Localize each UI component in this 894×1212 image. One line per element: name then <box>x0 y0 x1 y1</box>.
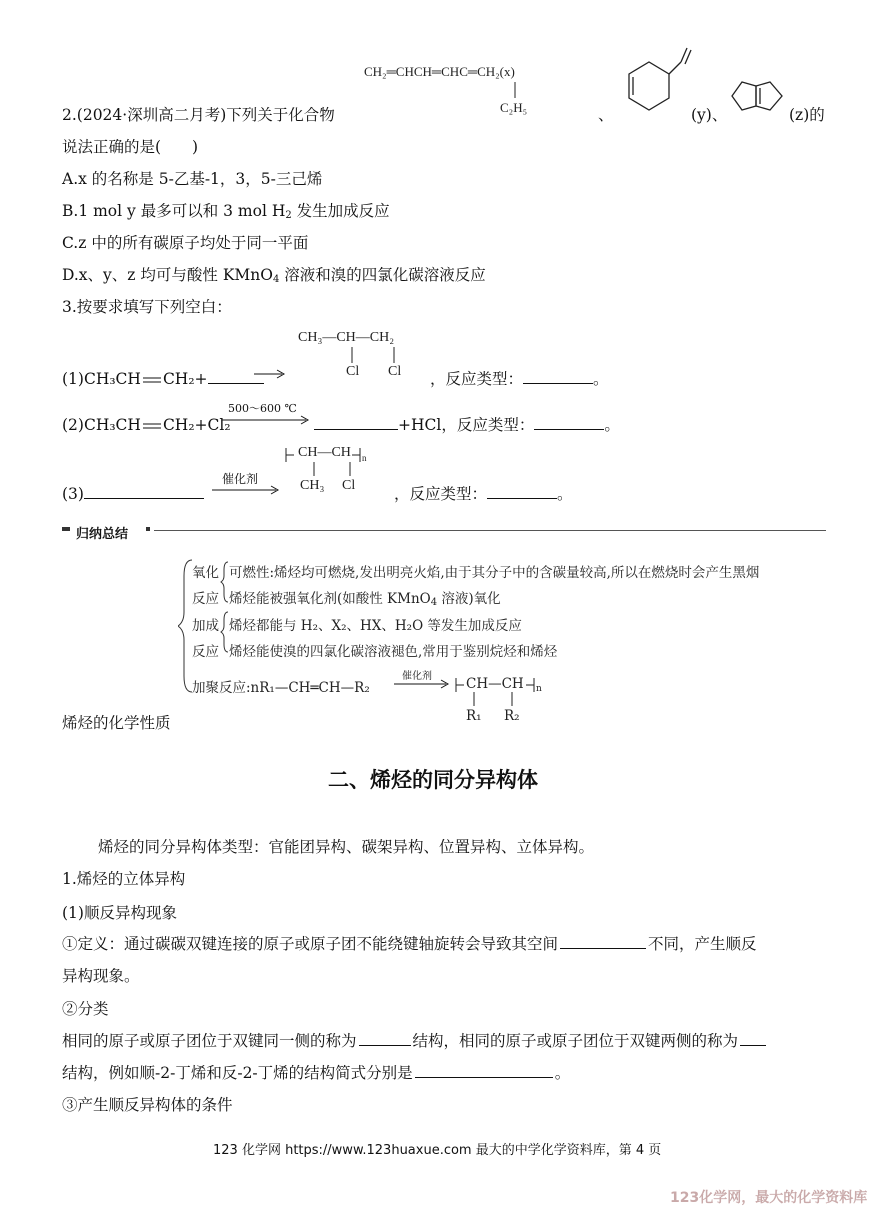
reaction-1-arrow <box>254 368 286 380</box>
q2-stem: 2.(2024·深圳高二月考)下列关于化合物 <box>62 106 335 124</box>
summary-marker <box>62 527 70 531</box>
summary-polymer-chain: CH—CH <box>466 676 524 692</box>
summary-line-5: 加聚反应:nR₁—CH═CH—R₂ <box>192 680 370 696</box>
option-a: A.x 的名称是 5-乙基-1，3，5-三己烯 <box>62 170 323 188</box>
reaction-3: (3) <box>62 484 204 504</box>
reaction-3-type: ，反应类型： 。 <box>394 485 573 503</box>
q2-separator: 、 <box>598 106 614 124</box>
r3-product-chain: CH—CH <box>298 445 351 460</box>
reaction-2: (2)CH₃CH CH₂+Cl₂ <box>62 416 231 434</box>
para-2: (1)顺反异构现象 <box>62 904 177 922</box>
label-z: (z)的 <box>789 106 825 124</box>
answer-blank[interactable] <box>415 1063 553 1078</box>
para-6: 结构，例如顺-2-丁烯和反-2-丁烯的结构简式分别是 。 <box>62 1064 571 1082</box>
option-d: D.x、y、z 均可与酸性 KMnO$_4$ 溶液和溴的四氯化碳溶液反应 <box>62 266 486 285</box>
watermark: 123化学网，最大的化学资料库 <box>670 1190 868 1206</box>
q3-stem: 3.按要求填写下列空白： <box>62 298 232 316</box>
summary-cat-oxidation-1: 氧化 <box>192 565 219 581</box>
answer-blank[interactable] <box>84 484 204 499</box>
answer-blank[interactable] <box>560 934 646 949</box>
para-3-cont: 异构现象。 <box>62 967 140 985</box>
reaction-2-arrow <box>222 414 310 426</box>
reaction-2-condition: 500～600 ℃ <box>228 402 297 415</box>
para-4: ②分类 <box>62 1000 109 1018</box>
answer-blank[interactable] <box>359 1031 411 1046</box>
summary-title: 归纳总结 <box>76 527 129 542</box>
answer-blank[interactable] <box>487 484 557 499</box>
summary-dot <box>146 527 150 531</box>
summary-polymer-r2: R₂ <box>504 708 520 724</box>
molecule-z <box>726 72 794 122</box>
summary-cat-addition-2: 反应 <box>192 644 219 660</box>
r1-product-chain: CH₃—CH—CH₂ <box>298 330 395 345</box>
reaction-3-condition: 催化剂 <box>222 472 259 486</box>
para-7: ③产生顺反异构体的条件 <box>62 1096 233 1114</box>
structure-x: CH₂═CHCH═CHC═CH₂(x) <box>364 64 515 79</box>
structure-x-branch-bond <box>505 82 525 102</box>
reaction-2-right: +HCl，反应类型： 。 <box>314 415 620 435</box>
page-footer: 123 化学网 https://www.123huaxue.com 最大的中学化学资料库，第 4 页 <box>213 1143 662 1158</box>
answer-blank[interactable] <box>534 415 604 430</box>
summary-line-2: 烯烃能被强氧化剂(如酸性 KMnO$_4$ 溶液)氧化 <box>229 591 501 608</box>
summary-label: 烯烃的化学性质 <box>62 714 171 732</box>
summary-polymer-n: n <box>536 684 542 694</box>
summary-rule <box>154 530 826 531</box>
para-5: 相同的原子或原子团位于双键同一侧的称为 结构，相同的原子或原子团位于双键两侧的称为 <box>62 1031 766 1051</box>
section-heading: 二、烯烃的同分异构体 <box>328 768 538 792</box>
answer-blank[interactable] <box>314 415 398 430</box>
r1-product-cl1: Cl <box>346 364 360 379</box>
r3-product-cl: Cl <box>342 478 356 493</box>
option-b: B.1 mol y 最多可以和 3 mol $H_2$ 发生加成反应 <box>62 202 390 221</box>
para-3: ①定义：通过碳碳双键连接的原子或原子团不能绕键轴旋转会导致其空间 不同，产生顺反 <box>62 935 757 953</box>
r1-product-cl2: Cl <box>388 364 402 379</box>
summary-line-4: 烯烃能使溴的四氯化碳溶液褪色,常用于鉴别烷烃和烯烃 <box>229 644 558 660</box>
option-c: C.z 中的所有碳原子均处于同一平面 <box>62 234 309 252</box>
molecule-y <box>615 42 695 122</box>
summary-line-5-condition: 催化剂 <box>402 671 432 682</box>
label-y: (y)、 <box>691 106 728 124</box>
reaction-1-type: ，反应类型： 。 <box>430 370 609 388</box>
summary-line-1: 可燃性:烯烃均可燃烧,发出明亮火焰,由于其分子中的含碳量较高,所以在燃烧时会产生黑烟 <box>229 565 760 581</box>
q2-stem-cont: 说法正确的是( ) <box>62 138 199 156</box>
reaction-3-arrow <box>212 484 280 496</box>
reaction-1: (1)CH₃CH CH₂+ <box>62 369 264 390</box>
structure-x-branch: C₂H₅ <box>500 100 528 115</box>
summary-cat-oxidation-2: 反应 <box>192 591 219 607</box>
summary-polymer-r1: R₁ <box>466 708 482 724</box>
r3-product-n: n <box>362 453 367 463</box>
summary-line-5-arrow <box>394 678 450 690</box>
summary-cat-addition-1: 加成 <box>192 618 219 634</box>
answer-blank[interactable] <box>523 369 593 384</box>
section-intro: 烯烃的同分异构体类型：官能团异构、碳架异构、位置异构、立体异构。 <box>98 838 595 856</box>
r3-product-ch3: CH₃ <box>300 478 325 493</box>
answer-blank[interactable] <box>740 1031 766 1046</box>
summary-line-3: 烯烃都能与 H₂、X₂、HX、H₂O 等发生加成反应 <box>229 618 522 634</box>
para-1: 1.烯烃的立体异构 <box>62 870 186 888</box>
